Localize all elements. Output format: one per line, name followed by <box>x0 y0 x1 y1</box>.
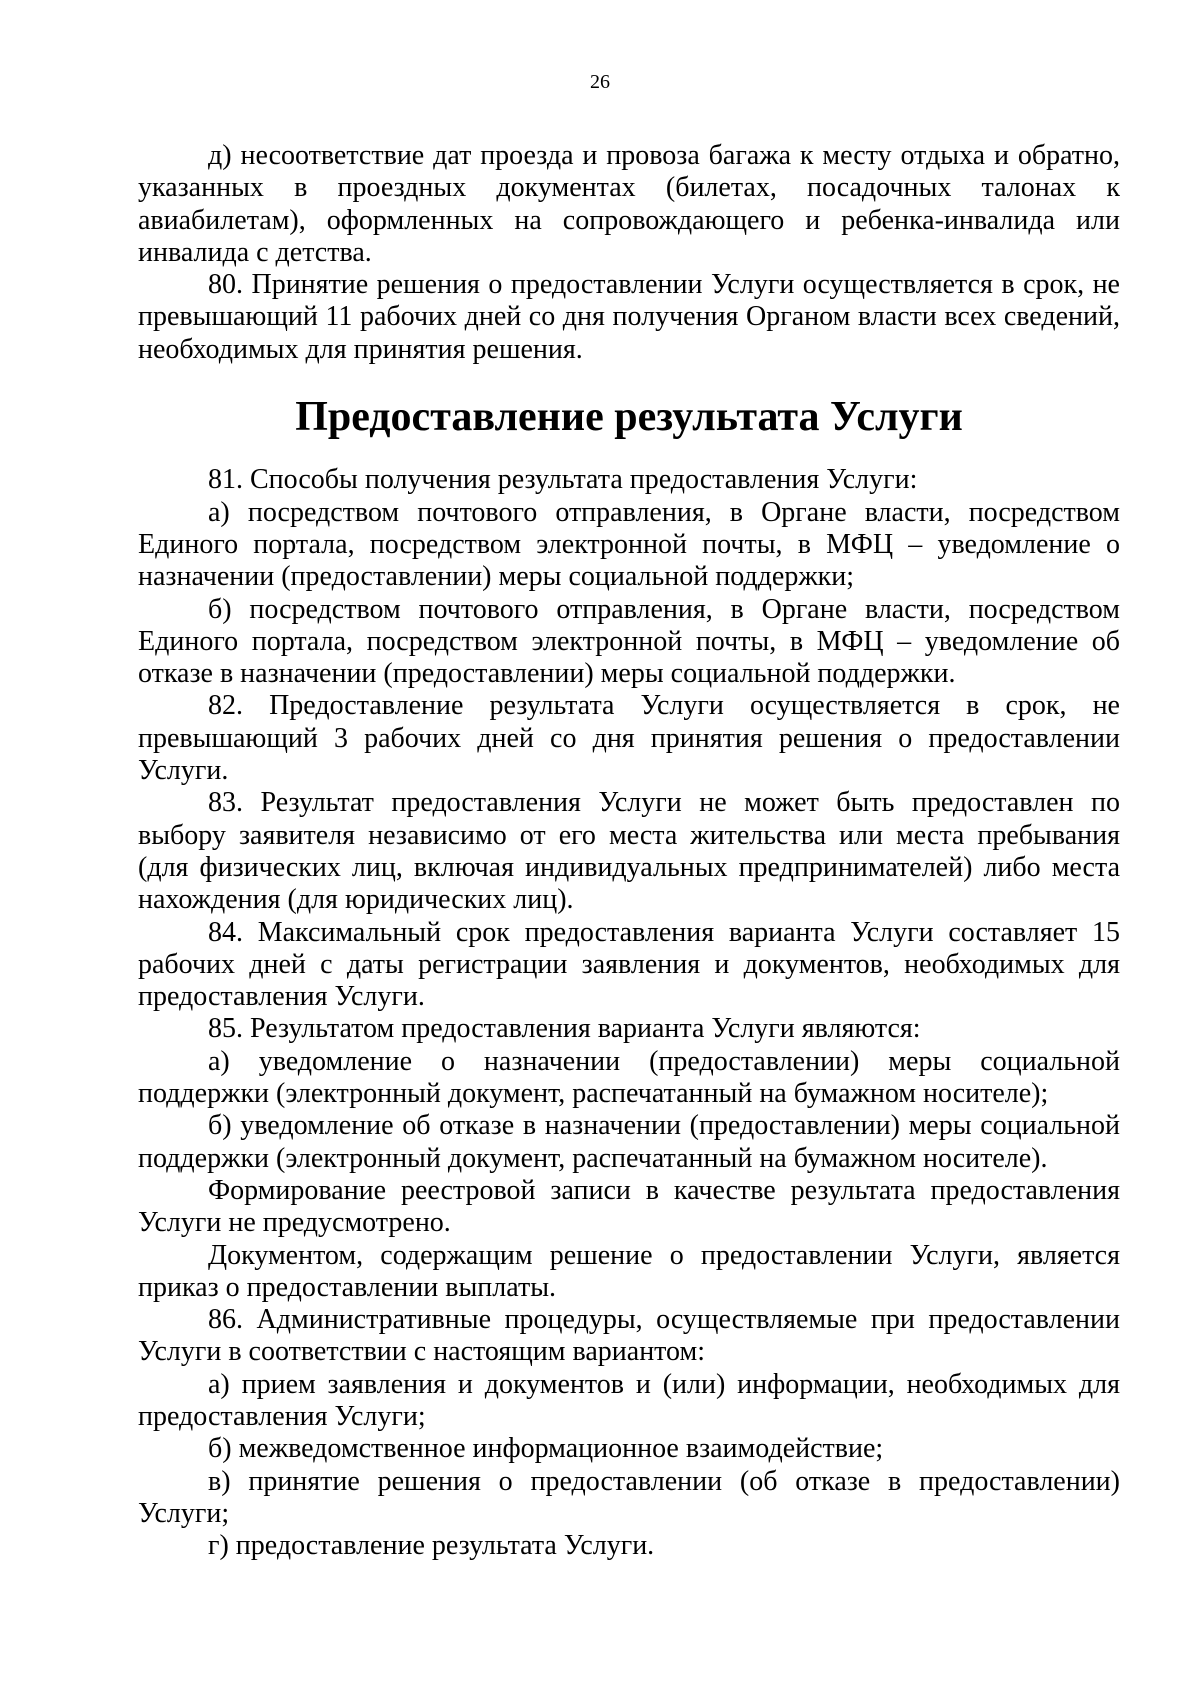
section-heading: Предоставление результата Услуги <box>295 394 963 441</box>
paragraph-81: 81. Способы получения результата предоставления Услуги: <box>208 464 918 496</box>
page-number: 26 <box>590 71 610 93</box>
paragraph-85-b: б) уведомление об отказе в назначении (предоставлении) меры социальной поддержки (электронный документ, распечатанный на бумажном носителе). <box>138 1110 1120 1174</box>
paragraph-86-a: а) прием заявления и документов и (или) информации, необходимых для предоставления Услуги; <box>138 1368 1120 1432</box>
paragraph-80: 80. Принятие решения о предоставлении Услуги осуществляется в срок, не превышающий 11 рабочих дней со дня получения Органом власти всех сведений, необходимых для принятия решения. <box>138 269 1120 365</box>
paragraph-85-a: а) уведомление о назначении (предоставлении) меры социальной поддержки (электронный документ, распечатанный на бумажном носителе); <box>138 1045 1120 1110</box>
paragraph-81-b: б) посредством почтового отправления, в Органе власти, посредством Единого портала, посредством электронной почты, в МФЦ – уведомление об отказе в назначении (предоставлении) меры социальной поддержки. <box>138 593 1120 690</box>
paragraph-83: 83. Результат предоставления Услуги не может быть предоставлен по выбору заявителя независимо от его места жительства или места пребывания (для физических лиц, включая индивидуальных предпринимателей) либо места нахождения (для юридических лиц). <box>138 787 1120 916</box>
paragraph-86-b: б) межведомственное информационное взаимодействие; <box>208 1433 884 1465</box>
paragraph-84: 84. Максимальный срок предоставления варианта Услуги составляет 15 рабочих дней с даты регистрации заявления и документов, необходимых для предоставления Услуги. <box>138 916 1120 1013</box>
paragraph-86-v: в) принятие решения о предоставлении (об отказе в предоставлении) Услуги; <box>138 1465 1120 1529</box>
paragraph-registry-record: Формирование реестровой записи в качестве результата предоставления Услуги не предусмотрено. <box>138 1174 1120 1239</box>
paragraph-d-mismatch-dates: д) несоответствие дат проезда и провоза багажа к месту отдыха и обратно, указанных в проездных документах (билетах, посадочных талонах к авиабилетам), оформленных на сопровождающего и ребенка-инвалида или инвалида с детства. <box>138 140 1120 268</box>
document-body <box>138 140 1120 1562</box>
paragraph-86-g: г) предоставление результата Услуги. <box>208 1530 655 1562</box>
paragraph-81-a: а) посредством почтового отправления, в Органе власти, посредством Единого портала, посредством электронной почты, в МФЦ – уведомление о назначении (предоставлении) меры социальной поддержки; <box>138 496 1120 593</box>
paragraph-decision-document: Документом, содержащим решение о предоставлении Услуги, является приказ о предоставлении выплаты. <box>138 1239 1120 1303</box>
paragraph-85: 85. Результатом предоставления варианта Услуги являются: <box>208 1013 921 1045</box>
paragraph-82: 82. Предоставление результата Услуги осуществляется в срок, не превышающий 3 рабочих дней со дня принятия решения о предоставлении Услуги. <box>138 690 1120 787</box>
paragraph-86: 86. Административные процедуры, осуществляемые при предоставлении Услуги в соответствии с настоящим вариантом: <box>138 1304 1120 1368</box>
